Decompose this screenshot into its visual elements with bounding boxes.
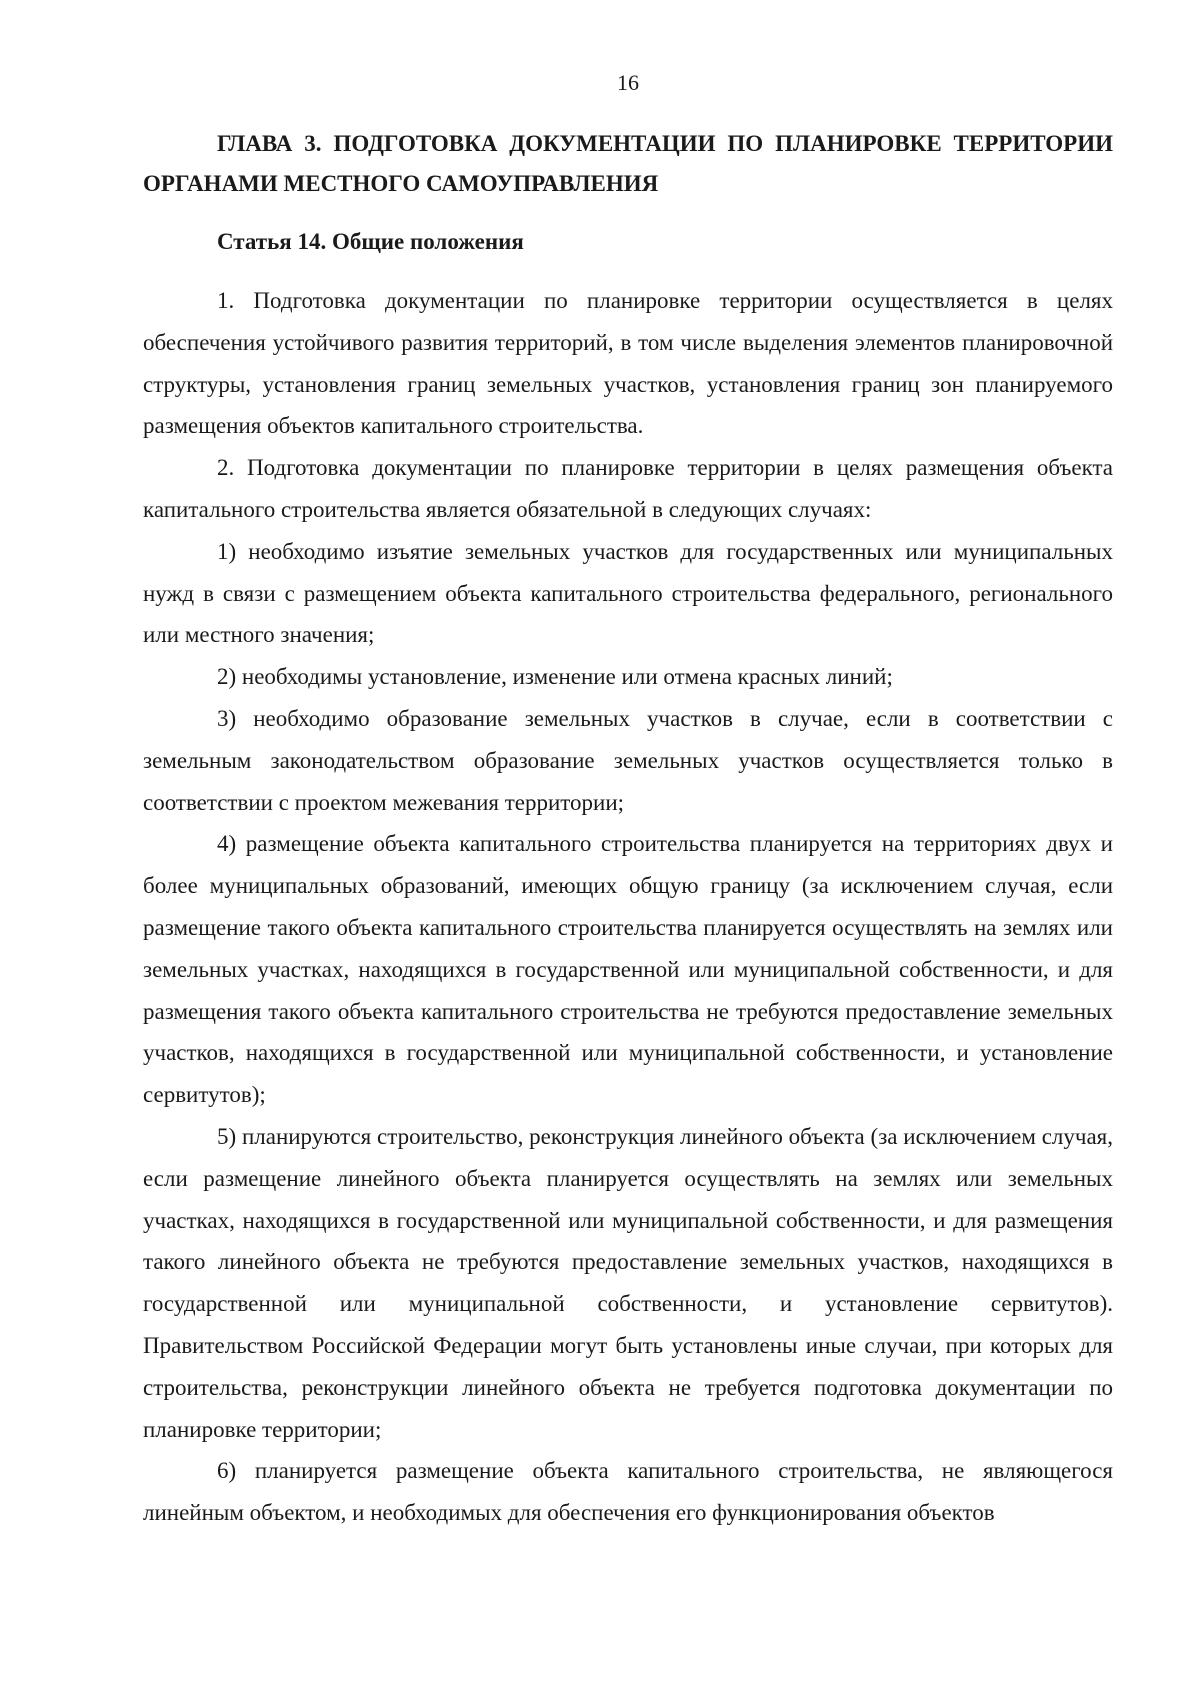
document-body	[143, 124, 1113, 1534]
article-title: Статья 14. Общие положения	[217, 229, 524, 254]
list-item-2: 2) необходимы установление, изменение или отмена красных линий;	[217, 664, 893, 690]
list-item-3: 3) необходимо образование земельных участков в случае, если в соответствии с земельным законодательством образование земельных участков осуществляется только в соответствии с проектом межевания территории;	[143, 705, 1113, 815]
paragraph-2: 2. Подготовка документации по планировке территории в целях размещения объекта капитального строительства является обязательной в следующих случаях:	[143, 455, 1113, 522]
list-item-5: 5) планируются строительство, реконструкция линейного объекта (за исключением случая, если размещение линейного объекта планируется осуществлять на землях или земельных участках, находящихся в государственной или муниципальной собственности, и для размещения такого линейного объекта не требуются предоставление земельных участков, находящихся в государственной или муниципальной собственности, и установление сервитутов). Правительством Российской Федерации могут быть установлены иные случаи, при которых для строительства, реконструкции линейного объекта не требуется подготовка документации по планировке территории;	[143, 1123, 1113, 1442]
list-item-1: 1) необходимо изъятие земельных участков для государственных или муниципальных нужд в связи с размещением объекта капитального строительства федерального, регионального или местного значения;	[143, 538, 1113, 648]
list-item-6: 6) планируется размещение объекта капитального строительства, не являющегося линейным объектом, и необходимых для обеспечения его функционирования объектов	[143, 1458, 1113, 1526]
list-item-4: 4) размещение объекта капитального строительства планируется на территориях двух и более муниципальных образований, имеющих общую границу (за исключением случая, если размещение такого объекта капитального строительства планируется осуществлять на землях или земельных участках, находящихся в государственной или муниципальной собственности, и для размещения такого объекта капитального строительства не требуются предоставление земельных участков, находящихся в государственной или муниципальной собственности, и установление сервитутов);	[143, 831, 1113, 1108]
chapter-title: ГЛАВА 3. ПОДГОТОВКА ДОКУМЕНТАЦИИ ПО ПЛАНИРОВКЕ ТЕРРИТОРИИ ОРГАНАМИ МЕСТНОГО САМОУПРАВЛЕНИЯ	[143, 131, 1113, 196]
page-number: 16	[617, 70, 639, 95]
paragraph-1: 1. Подготовка документации по планировке территории осуществляется в целях обеспечения устойчивого развития территорий, в том числе выделения элементов планировочной структуры, установления границ земельных участков, установления границ зон планируемого размещения объектов капитального строительства.	[143, 288, 1113, 439]
